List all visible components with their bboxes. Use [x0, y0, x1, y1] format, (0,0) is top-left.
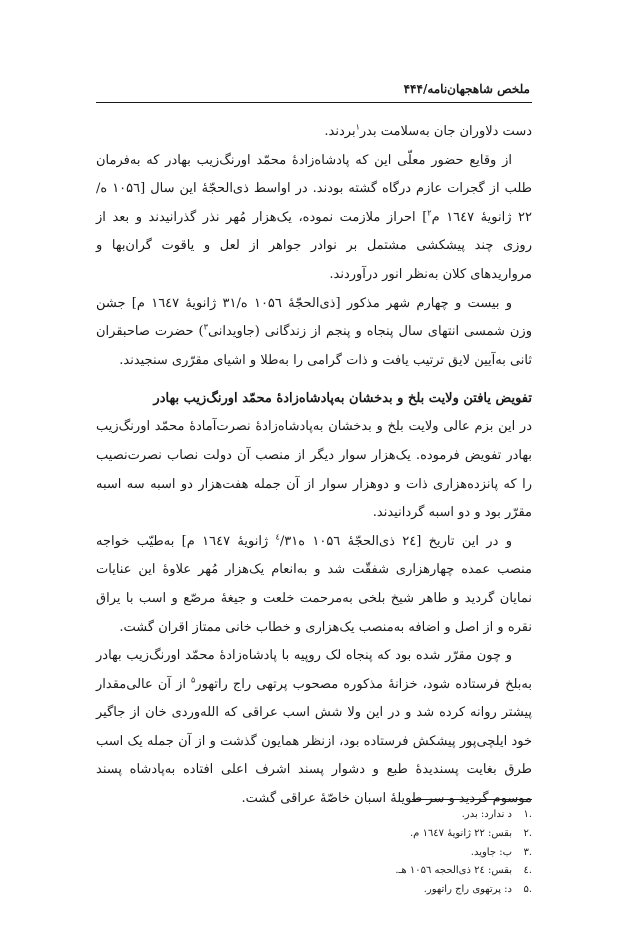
footnote-ref-2[interactable]: ۲ [427, 208, 432, 218]
paragraph-4: در این بزم عالی ولایت بلخ و بدخشان به‌پادشاه‌زادهٔ نصرت‌آمادهٔ محمّد اورنگ‌زیب بهادر تفویض فرموده. یک‌هزار سوار دیگر از منصب آن دولت نصاب نصرت‌نصیب را که پانزده‌هزاری ذات و دوهزار سوار از آن جمله هفت‌هزار دو اسبه سه اسبه مقرّر بود و دو اسبه گردانیدند. [96, 419, 532, 521]
footnote-item [96, 881, 532, 900]
footnote-text: بقس: ۲۲ ژانویهٔ ۱٦٤۷ م. [410, 827, 512, 839]
paragraph-1: دست دلاوران جان به‌سلامت بدر$^۱$بردند. [324, 122, 532, 139]
footnote-number: .۵ [523, 884, 532, 896]
main-text [96, 118, 532, 814]
footnote-ref-4[interactable]: ٤ [275, 532, 280, 542]
footnote-ref-1[interactable]: ۱ [355, 122, 360, 132]
footnote-list [96, 806, 532, 900]
footnote-ref-3[interactable]: ۳ [203, 322, 208, 332]
footnote-number: .۳ [523, 846, 532, 858]
running-header: ملخص شاهجهان‌نامه/۴۴۴ [403, 82, 530, 96]
header-rule [96, 102, 532, 103]
footnote-item [96, 844, 532, 863]
paragraph-3: و بیست و چهارم شهر مذکور [ذی‌الحجّهٔ ۱۰۵٦ ه/۳۱ ژانویهٔ ۱٦٤۷ م] جشن وزن شمسی انتهای سال پنجاه و پنجم از زندگانی (جاویدانی$^۳$) حضرت صاحبقران ثانی به‌آیین لایق ترتیب یافت و ذات گرامی را به‌طلا و اشیای مقرّری سنجیدند. [96, 295, 532, 368]
footnote-number: .۲ [523, 827, 532, 839]
footnote-item [96, 806, 532, 825]
paragraph-5: و در این تاریخ [٢٤ ذی‌الحجّهٔ ۱۰۵٦ ه$^٤$/۳۱ ژانویهٔ ۱٦٤۷ م] به‌طیّب خواجه منصب عمده چهارهزاری شفقّت شد و به‌انعام یک‌هزار مُهر علاوهٔ این عنایات نمایان گردید و طاهر شیخ بلخی به‌مرحمت خلعت و جیغهٔ مرصّع و اسب با یراق نقره و از اصل و اضافه به‌منصب یک‌هزاری و خطاب خانی ممتاز اقران گشت. [96, 532, 532, 635]
footnote-number: .٤ [523, 865, 532, 877]
footnote-text: د ندارد: بدر. [461, 809, 512, 820]
section-heading: تفویض یافتن ولایت بلخ و بدخشان به‌پادشاه‌زادهٔ محمّد اورنگ‌زیب بهادر [153, 391, 532, 407]
footnote-text: بقس: ٢٤ ذی‌الحجه ۱۰۵٦ هـ. [395, 865, 512, 877]
footnote-number: .۱ [523, 809, 532, 820]
footnote-text: د: پرتهوی راج راتهور. [423, 884, 512, 896]
paragraph-6: و چون مقرّر شده بود که پنجاه لک روپیه با پادشاه‌زادهٔ محمّد اورنگ‌زیب بهادر به‌بلخ فرستاده شود، خزانهٔ مذکوره مصحوب پرتهی راج راتهور$^۵$ از آن عالی‌مقدار پیشتر روانه کرده شد و در این ولا شش اسب عراقی که الله‌وردی خان از جاگیر خود ایلچی‌پور پیشکش فرستاده بود، ازنظر همایون گذشت و از آن جمله یک اسب طرق بغایت پسندیدهٔ طبع و دشوار پسند اشرف اعلی افتاده به‌پادشاه پسند موسوم گردید و سر طویلهٔ اسبان خاصّهٔ عراقی گشت. [96, 648, 532, 807]
paragraph-2: از وقایع حضور معلّی این که پادشاه‌زادهٔ محمّد اورنگ‌زیب بهادر که به‌فرمان طلب از گجرات عازم درگاه گشته بودند. در اواسط ذی‌الحجّهٔ این سال [۱۰۵٦ ه/۲۲ ژانویهٔ ۱٦٤۷ م$^۲$] احراز ملازمت نموده، یک‌هزار مُهر نذر گذرانیدند و بعد از روزی چند پیشکشی مشتمل بر نوادر جواهر از لعل و یاقوت گران‌بها و مرواریدهای کلان به‌نظر انور درآوردند. [96, 152, 533, 282]
footnote-item [96, 862, 532, 881]
footnote-rule [412, 799, 532, 800]
footnote-ref-5[interactable]: ۵ [191, 675, 196, 685]
footnote-item [96, 825, 532, 844]
footnote-text: ب: جاوید. [470, 846, 512, 858]
